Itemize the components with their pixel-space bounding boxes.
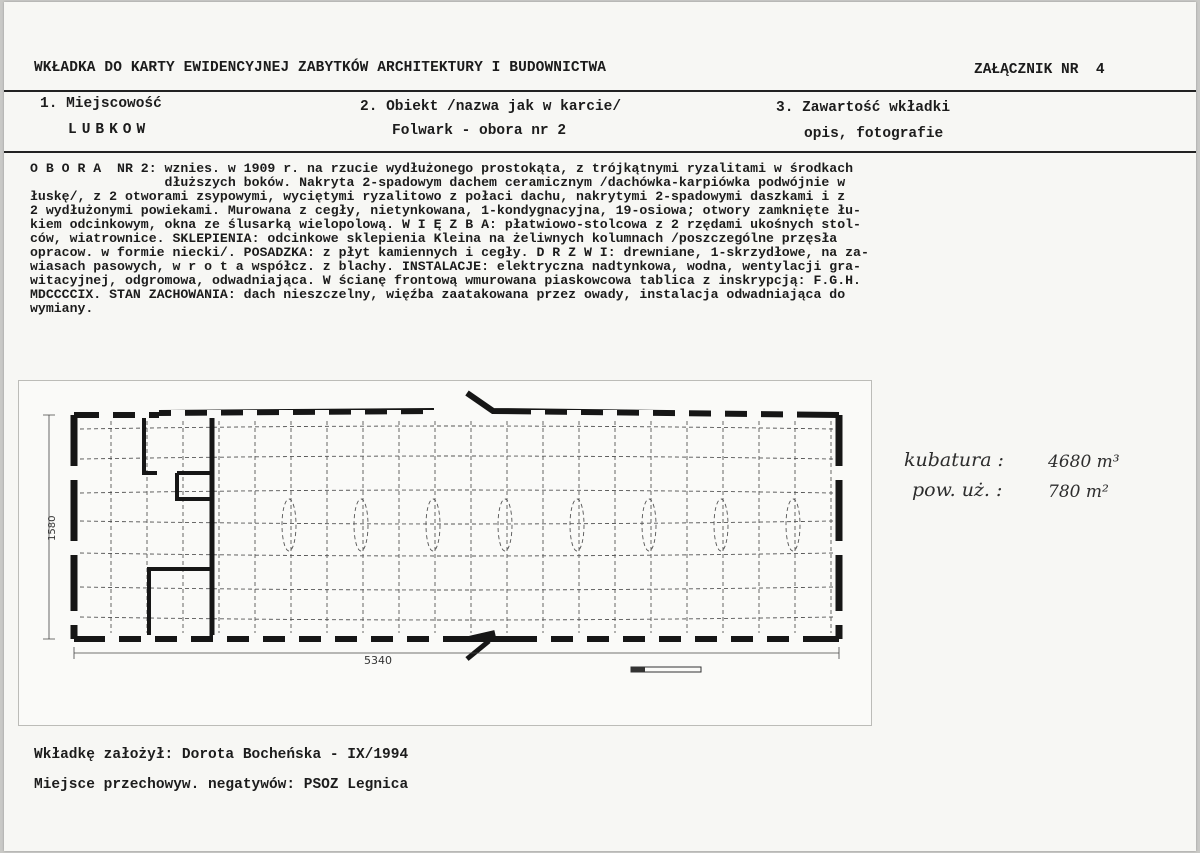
window-south: [681, 635, 695, 643]
description-line: wymiany.: [30, 301, 94, 316]
window-south: [285, 635, 299, 643]
column-vault-oval: [642, 499, 656, 551]
window-south: [789, 635, 803, 643]
window-north: [567, 410, 581, 418]
window-north: [603, 410, 617, 418]
description-line: witacyjnej, odgromowa, odwadniająca. W ścianę frontową wmurowana piaskowcowa tablica z inskrypcją: F.G.H.: [30, 273, 861, 288]
floor-plan-photo: [18, 380, 872, 726]
form-title: WKŁADKA DO KARTY EWIDENCYJNEJ ZABYTKÓW ARCHITEKTURY I BUDOWNICTWA: [34, 60, 607, 76]
window-north: [135, 410, 149, 418]
column-vault-oval: [354, 499, 368, 551]
column-vault-oval: [570, 499, 584, 551]
field-contents-label: 3. Zawartość wkładki: [776, 100, 951, 116]
floor-plan-drawing: [19, 381, 871, 725]
window-north: [531, 410, 545, 418]
window-north: [423, 410, 437, 418]
scale-bar-segment: [631, 667, 645, 672]
window-south: [609, 635, 623, 643]
window-north: [207, 410, 221, 418]
field-locality-value: LUBKOW: [68, 122, 151, 138]
window-east: [834, 541, 843, 555]
south-risalit-edge: [467, 641, 489, 659]
handwritten-volume-label: kubatura :: [904, 449, 1004, 471]
window-south: [393, 635, 407, 643]
window-south: [645, 635, 659, 643]
description-line: ców, wiatrownice. SKLEPIENIA: odcinkowe sklepienia Kleina na żeliwnych kolumnach /poszczególne przęsła: [30, 231, 838, 246]
description-line: łuskę/, z 2 otworami zsypowymi, wyciętymi ryzalitowo z połaci dachu, nakrytymi 2-spadowymi daszkami i z: [30, 189, 846, 204]
wall-openings: [69, 410, 843, 643]
vault-line-horizontal: [80, 456, 833, 459]
object-description: [30, 162, 1170, 316]
window-north: [639, 410, 653, 418]
window-east: [834, 466, 843, 480]
window-south: [537, 635, 551, 643]
vault-line-horizontal: [80, 521, 833, 524]
window-north: [315, 410, 329, 418]
window-north: [747, 410, 761, 418]
description-line: opracow. w formie niecki/. POSADZKA: z płyt kamiennych i cegły. D R Z W I: drewniane, 1-skrzydłowe, na za-: [30, 245, 869, 260]
window-south: [573, 635, 587, 643]
window-south: [105, 635, 119, 643]
description-line: MDCCCCIX. STAN ZACHOWANIA: dach nieszczelny, więźba zaatakowana przez owady, instalacja odwadniająca do: [30, 287, 846, 302]
header-rule: [4, 90, 1196, 92]
dimension-length-label: 5340: [364, 654, 392, 667]
window-south: [321, 635, 335, 643]
field-locality-label: 1. Miejscowość: [40, 96, 162, 112]
field-contents-value: opis, fotografie: [804, 126, 944, 142]
handwritten-area-label: pow. uż. :: [912, 479, 1003, 501]
column-vault-oval: [498, 499, 512, 551]
window-north: [675, 410, 689, 418]
field-object-value: Folwark - obora nr 2: [392, 123, 567, 139]
column-vault-oval: [282, 499, 296, 551]
window-south: [357, 635, 371, 643]
appendix-number: ZAŁĄCZNIK NR 4: [974, 62, 1105, 78]
description-line: O B O R A NR 2: wznies. w 1909 r. na rzucie wydłużonego prostokąta, z trójkątnymi ryzalitami w środkach: [30, 161, 854, 176]
window-south: [429, 635, 443, 643]
handwritten-area-value: 780 m²: [1048, 482, 1109, 502]
vault-line-horizontal: [80, 617, 833, 620]
room-wall-1: [144, 415, 157, 473]
window-north: [351, 410, 365, 418]
vault-line-horizontal: [80, 553, 833, 556]
window-north: [783, 410, 797, 418]
vault-line-horizontal: [80, 490, 833, 493]
vault-lines: [80, 421, 833, 633]
window-north: [99, 410, 113, 418]
description-line: dłuższych boków. Nakryta 2-spadowym dachem ceramicznym /dachówka-karpiówka podwójnie w: [30, 175, 846, 190]
footer-negatives-location: Miejsce przechowyw. negatywów: PSOZ Legnica: [34, 777, 409, 793]
window-west: [69, 466, 78, 480]
window-south: [141, 635, 155, 643]
window-north: [243, 410, 257, 418]
window-south: [213, 635, 227, 643]
room-wall-3: [149, 569, 212, 639]
field-object-label: 2. Obiekt /nazwa jak w karcie/: [360, 99, 622, 115]
vault-line-horizontal: [80, 587, 833, 590]
description-line: 2 wydłużonymi powiekami. Murowana z cegły, nietynkowana, 1-kondygnacyjna, 19-osiowa; otwory zamknięte łu-: [30, 203, 861, 218]
window-north: [711, 410, 725, 418]
window-south: [177, 635, 191, 643]
handwritten-volume-value: 4680 m³: [1048, 452, 1120, 472]
window-south: [249, 635, 263, 643]
window-north: [279, 410, 293, 418]
column-vault-oval: [426, 499, 440, 551]
window-east: [834, 611, 843, 625]
window-west: [69, 611, 78, 625]
window-north: [171, 410, 185, 418]
window-south: [717, 635, 731, 643]
room-wall-2: [177, 473, 212, 499]
dimension-width-label: 1580: [47, 515, 58, 541]
building-walls: [74, 393, 839, 659]
description-line: kiem odcinkowym, okna ze ślusarką wielopolową. W I Ę Z B A: płatwiowo-stolcowa z 2 rzędami ukośnych stol-: [30, 217, 861, 232]
fields-rule: [4, 151, 1196, 153]
vault-line-horizontal: [80, 426, 833, 429]
dimension-length-line: [74, 647, 839, 659]
window-north: [387, 410, 401, 418]
column-vault-oval: [786, 499, 800, 551]
footer-author: Wkładkę założył: Dorota Bocheńska - IX/1994: [34, 747, 409, 763]
description-line: wiasach pasowych, w r o t a współcz. z blachy. INSTALACJE: elektryczna nadtynkowa, wodna, wentylacji gra-: [30, 259, 861, 274]
column-vault-oval: [714, 499, 728, 551]
window-south: [753, 635, 767, 643]
window-west: [69, 541, 78, 555]
document-sheet: [4, 2, 1196, 851]
